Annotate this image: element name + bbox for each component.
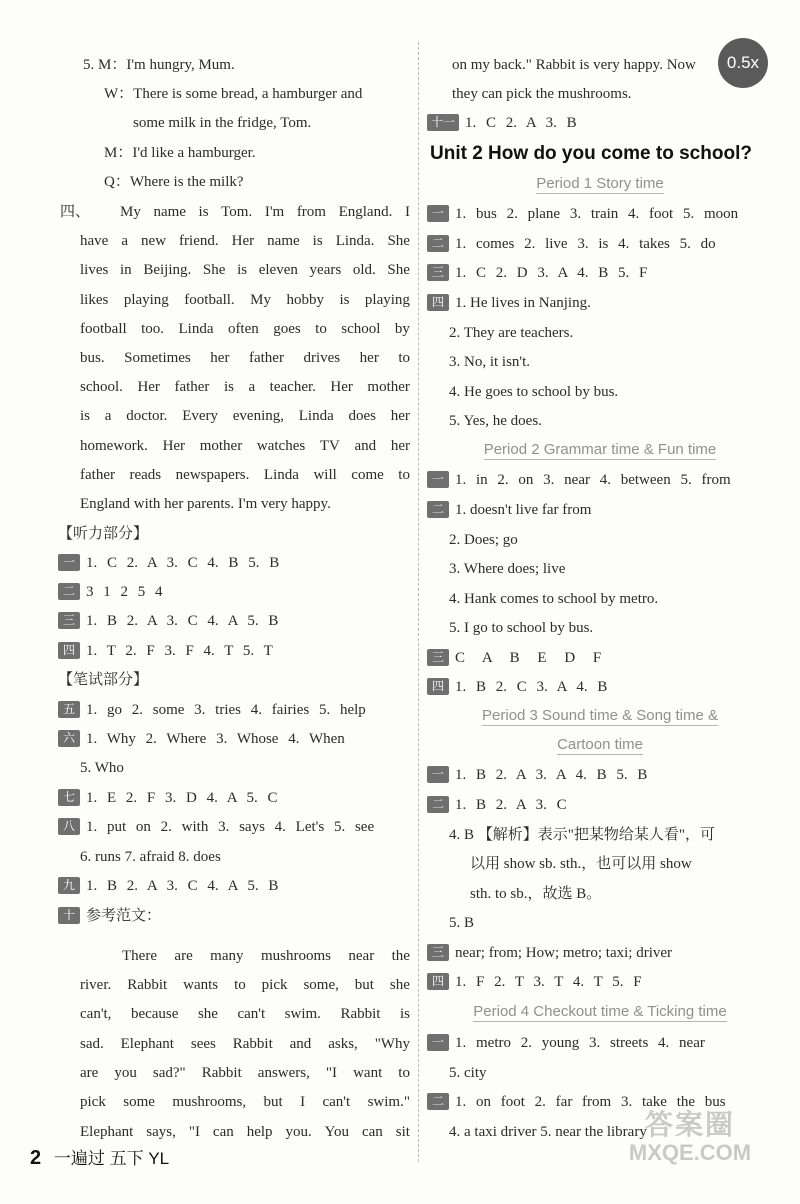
dialog-line: Q：Where is the milk? <box>104 174 244 190</box>
question-number: 十一 <box>427 114 459 131</box>
passage-marker: 四、 <box>60 204 91 220</box>
question-number: 一 <box>427 471 449 488</box>
answer-row: 五 1. go 2. some 3. tries 4. fairies 5. help <box>58 700 366 720</box>
question-number: 二 <box>427 235 449 252</box>
essay-line: they can pick the mushrooms. <box>452 86 632 102</box>
answer-row: 二 1. on foot 2. far from 3. take the bus <box>427 1092 726 1112</box>
answer-row: 四 1. F 2. T 3. T 4. T 5. F <box>427 972 642 992</box>
site-watermark <box>590 1110 790 1165</box>
passage-line: homework. Her mother watches TV and her <box>80 438 410 454</box>
answer-row: 一 1. in 2. on 3. near 4. between 5. from <box>427 470 731 490</box>
answer-row: 四 1. B 2. C 3. A 4. B <box>427 677 607 697</box>
period-title: Period 2 Grammar time & Fun time <box>483 441 717 458</box>
question-number: 八 <box>58 818 80 835</box>
period-title: Period 3 Sound time & Song time & <box>482 707 718 724</box>
answer-continuation: 3. Where does; live <box>449 561 566 577</box>
dialog-line: 5. M：I'm hungry, Mum. <box>83 57 235 73</box>
answer-row: 二 3 1 2 5 4 <box>58 582 163 602</box>
essay-line: sad. Elephant sees Rabbit and asks, "Why <box>80 1036 410 1052</box>
question-number: 五 <box>58 701 80 718</box>
question-number: 二 <box>58 583 80 600</box>
section-header-listening: 【听力部分】 <box>58 526 149 542</box>
passage-line: father reads newspapers. Linda will come to <box>80 467 410 483</box>
question-number: 三 <box>427 649 449 666</box>
answer-row: 一 1. bus 2. plane 3. train 4. foot 5. moon <box>427 204 738 224</box>
page-footer <box>30 1144 169 1170</box>
essay-line: pick some mushrooms, but I can't swim." <box>80 1094 410 1110</box>
passage-line: likes playing football. My hobby is playing <box>80 292 410 308</box>
question-number: 一 <box>427 1034 449 1051</box>
question-number: 十 <box>58 907 80 924</box>
answer-row: 三 1. B 2. A 3. C 4. A 5. B <box>58 611 278 631</box>
passage-line: have a new friend. Her name is Linda. She <box>80 233 410 249</box>
question-number: 一 <box>427 766 449 783</box>
essay-line: on my back." Rabbit is very happy. Now <box>452 57 696 73</box>
dialog-line: some milk in the fridge, Tom. <box>133 115 312 131</box>
answer-row: 二 1. B 2. A 3. C <box>427 795 567 815</box>
passage-line: My name is Tom. I'm from England. I <box>120 204 410 220</box>
answer-row: 六 1. Why 2. Where 3. Whose 4. When <box>58 729 345 749</box>
period-title: Period 4 Checkout time & Ticking time <box>473 1003 727 1020</box>
question-number: 二 <box>427 1093 449 1110</box>
passage-line: lives in Beijing. She is eleven years old. She <box>80 262 410 278</box>
answer-row: 一 1. B 2. A 3. A 4. B 5. B <box>427 765 647 785</box>
answer-continuation: 4. Hank comes to school by metro. <box>449 591 659 607</box>
answer-continuation: 4. a taxi driver 5. near the library <box>449 1124 647 1140</box>
answer-note: sth. to sb.，故选 B。 <box>470 886 602 902</box>
answer-row: 七 1. E 2. F 3. D 4. A 5. C <box>58 788 278 808</box>
answer-continuation: 5. I go to school by bus. <box>449 620 594 636</box>
question-number: 四 <box>427 973 449 990</box>
passage-line: is a doctor. Every evening, Linda does her <box>80 408 410 424</box>
answer-row: 三 1. C 2. D 3. A 4. B 5. F <box>427 263 647 283</box>
speed-badge[interactable]: 0.5x <box>718 38 768 88</box>
grade-label: 五下 YL <box>109 1149 170 1168</box>
unit-title: Unit 2 How do you come to school? <box>430 143 752 164</box>
watermark-url: MXQE.COM <box>628 1139 752 1165</box>
answer-continuation: 2. Does; go <box>449 532 518 548</box>
question-number: 三 <box>427 944 449 961</box>
passage-line: football too. Linda often goes to school by <box>80 321 410 337</box>
answer-row: 四 1. He lives in Nanjing. <box>427 293 591 313</box>
question-number: 四 <box>427 294 449 311</box>
answer-row: 一 1. C 2. A 3. C 4. B 5. B <box>58 553 279 573</box>
answer-note: 4. B 【解析】表示"把某物给某人看"，可 <box>449 827 716 843</box>
answer-row: 八 1. put on 2. with 3. says 4. Let's 5. see <box>58 817 374 837</box>
essay-line: Elephant says, "I can help you. You can sit <box>80 1124 410 1140</box>
answer-row: 十 参考范文： <box>58 906 161 926</box>
answer-note: 以用 show sb. sth.，也可以用 show <box>470 856 692 872</box>
answer-row: 四 1. T 2. F 3. F 4. T 5. T <box>58 641 273 661</box>
answer-continuation: 5. city <box>449 1065 487 1081</box>
question-number: 二 <box>427 501 449 518</box>
answer-continuation: 2. They are teachers. <box>449 325 574 341</box>
dialog-line: M：I'd like a hamburger. <box>104 145 256 161</box>
essay-line: river. Rabbit wants to pick some, but she <box>80 977 410 993</box>
answer-row: 三 near; from; How; metro; taxi; driver <box>427 943 672 963</box>
essay-line: are you sad?" Rabbit answers, "I want to <box>80 1065 410 1081</box>
question-number: 二 <box>427 796 449 813</box>
question-number: 三 <box>427 264 449 281</box>
brand-logo: 一遍过 <box>53 1149 105 1168</box>
answer-row: 二 1. doesn't live far from <box>427 500 591 520</box>
question-number: 九 <box>58 877 80 894</box>
passage-line: bus. Sometimes her father drives her to <box>80 350 410 366</box>
answer-continuation: 3. No, it isn't. <box>449 354 531 370</box>
section-header-writing: 【笔试部分】 <box>58 672 149 688</box>
question-number: 四 <box>427 678 449 695</box>
answer-continuation: 6. runs 7. afraid 8. does <box>80 849 221 865</box>
passage-line: school. Her father is a teacher. Her mother <box>80 379 410 395</box>
answer-row: 一 1. metro 2. young 3. streets 4. near <box>427 1033 705 1053</box>
question-number: 六 <box>58 730 80 747</box>
period-title: Cartoon time <box>557 736 643 753</box>
question-number: 一 <box>427 205 449 222</box>
answer-continuation: 5. B <box>449 915 475 931</box>
page-number: 2 <box>30 1147 42 1169</box>
column-divider <box>418 42 419 1162</box>
answer-continuation: 4. He goes to school by bus. <box>449 384 619 400</box>
question-number: 七 <box>58 789 80 806</box>
answer-row: 十一 1. C 2. A 3. B <box>427 113 577 133</box>
answer-continuation: 5. Yes, he does. <box>449 413 542 429</box>
essay-line: can't, because she can't swim. Rabbit is <box>80 1006 410 1022</box>
question-number: 一 <box>58 554 80 571</box>
answer-continuation: 5. Who <box>80 760 124 776</box>
answer-row: 三 C A B E D F <box>427 648 601 668</box>
watermark-text: 答案圈 <box>644 1109 735 1140</box>
passage-line: England with her parents. I'm very happy. <box>80 496 331 512</box>
question-number: 四 <box>58 642 80 659</box>
answer-row: 九 1. B 2. A 3. C 4. A 5. B <box>58 876 278 896</box>
answer-row: 二 1. comes 2. live 3. is 4. takes 5. do <box>427 234 716 254</box>
period-title: Period 1 Story time <box>536 175 664 192</box>
dialog-line: W：There is some bread, a hamburger and <box>104 86 363 102</box>
essay-line: There are many mushrooms near the <box>122 948 410 964</box>
question-number: 三 <box>58 612 80 629</box>
